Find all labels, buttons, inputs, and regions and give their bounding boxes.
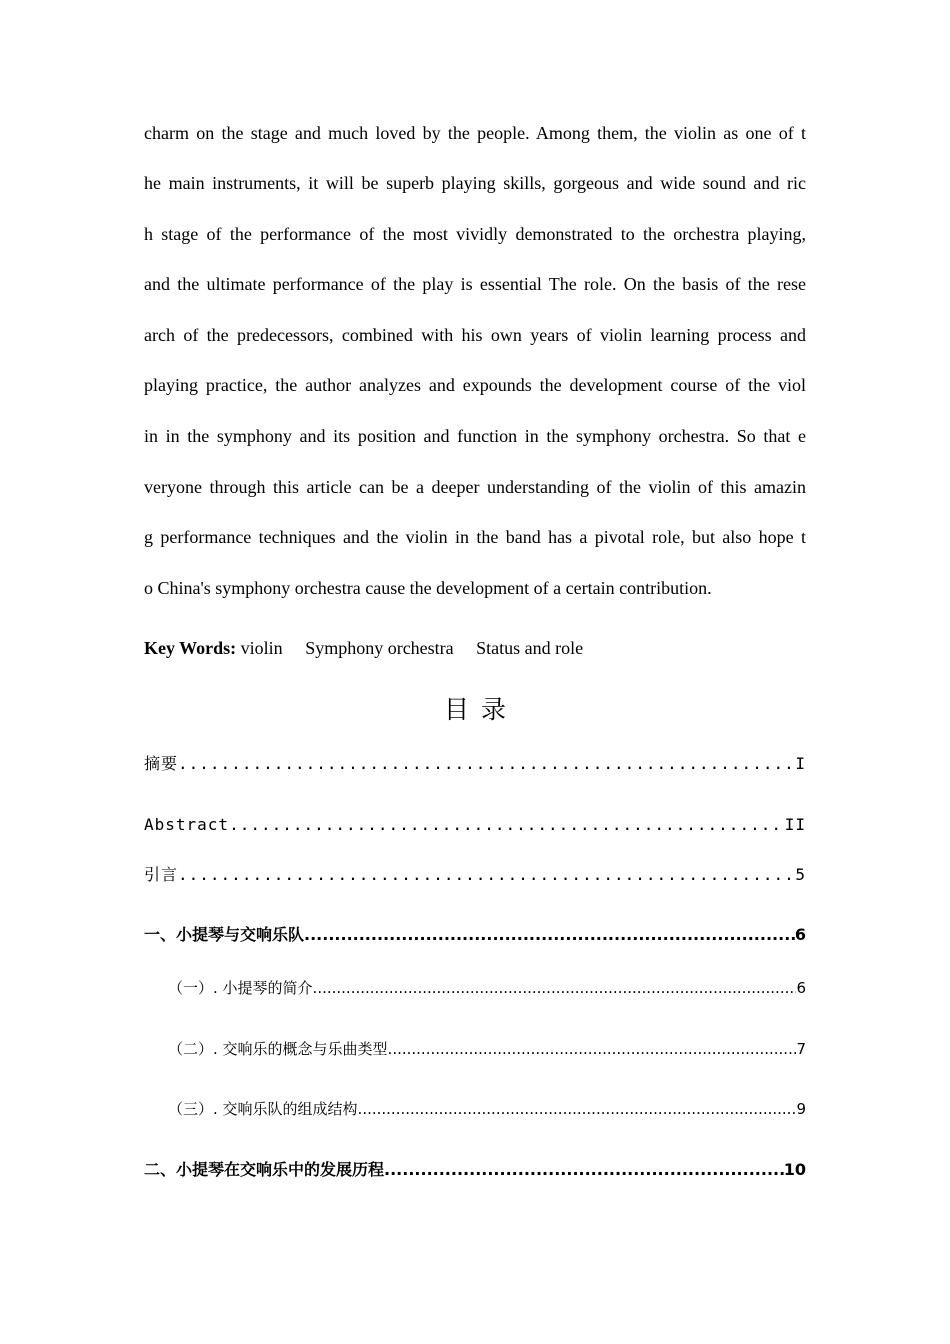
toc-chapter-entry[interactable] <box>144 924 806 946</box>
abstract-line: g performance techniques and the violin in the band has a pivotal role, but also hope t <box>144 527 806 547</box>
toc-entry[interactable] <box>144 864 806 886</box>
abstract-line: charm on the stage and much loved by the people. Among them, the violin as one of t <box>144 123 806 143</box>
toc-leader-dots <box>384 1159 784 1181</box>
toc-chapter-entry[interactable] <box>144 1159 806 1181</box>
toc-leader-dots <box>313 977 797 999</box>
toc-leader-dots <box>229 814 785 836</box>
abstract-line: o China's symphony orchestra cause the development of a certain contribution. <box>144 578 712 598</box>
toc-entry-page: 5 <box>795 865 806 884</box>
toc-title: 目录 <box>443 695 518 724</box>
toc-entry-label: （二）. 交响乐的概念与乐曲类型 <box>168 1040 388 1058</box>
toc-section-entry[interactable] <box>168 1098 806 1120</box>
abstract-line: and the ultimate performance of the play is essential The role. On the basis of the rese <box>144 274 806 294</box>
toc-entry-page: 9 <box>796 1100 806 1118</box>
toc-entry-label: 引言 <box>144 865 179 884</box>
toc-entry[interactable] <box>144 814 806 836</box>
keyword: Status and role <box>476 638 584 658</box>
toc-entry-page: 6 <box>794 925 806 944</box>
toc-leader-dots <box>178 864 795 886</box>
toc-section-entry[interactable] <box>168 1038 806 1060</box>
abstract-line: h stage of the performance of the most vividly demonstrated to the orchestra playing, <box>144 224 806 244</box>
toc-entry-label: 二、小提琴在交响乐中的发展历程 <box>144 1160 385 1179</box>
abstract-line: he main instruments, it will be superb playing skills, gorgeous and wide sound and ric <box>144 173 806 193</box>
toc-entry-page: 6 <box>796 979 806 997</box>
toc-entry-label: 摘要 <box>144 754 179 773</box>
toc-entry-label: （一）. 小提琴的简介 <box>168 979 313 997</box>
toc-entry-label: （三）. 交响乐队的组成结构 <box>168 1100 358 1118</box>
abstract-line: veryone through this article can be a deeper understanding of the violin of this amazin <box>144 477 806 497</box>
toc-entry-page: II <box>784 815 806 834</box>
toc-entry-page: I <box>795 754 806 773</box>
toc-entry[interactable] <box>144 753 806 775</box>
toc-section-entry[interactable] <box>168 977 806 999</box>
abstract-line: in in the symphony and its position and function in the symphony orchestra. So that e <box>144 426 806 446</box>
keywords <box>144 637 601 659</box>
abstract-line: arch of the predecessors, combined with his own years of violin learning process and <box>144 325 806 345</box>
toc-entry-page: 7 <box>796 1040 806 1058</box>
keyword: Symphony orchestra <box>305 638 454 658</box>
toc-entry-page: 10 <box>783 1160 806 1179</box>
toc-leader-dots <box>388 1038 797 1060</box>
keywords-label: Key Words: <box>144 638 237 658</box>
keyword: violin <box>240 638 283 658</box>
toc-leader-dots <box>358 1098 797 1120</box>
abstract-line: playing practice, the author analyzes and expounds the development course of the viol <box>144 375 806 395</box>
toc-entry-label: 一、小提琴与交响乐队 <box>144 925 305 944</box>
toc-leader-dots <box>304 924 795 946</box>
toc-leader-dots <box>178 753 795 775</box>
toc-entry-label: Abstract <box>144 815 230 834</box>
